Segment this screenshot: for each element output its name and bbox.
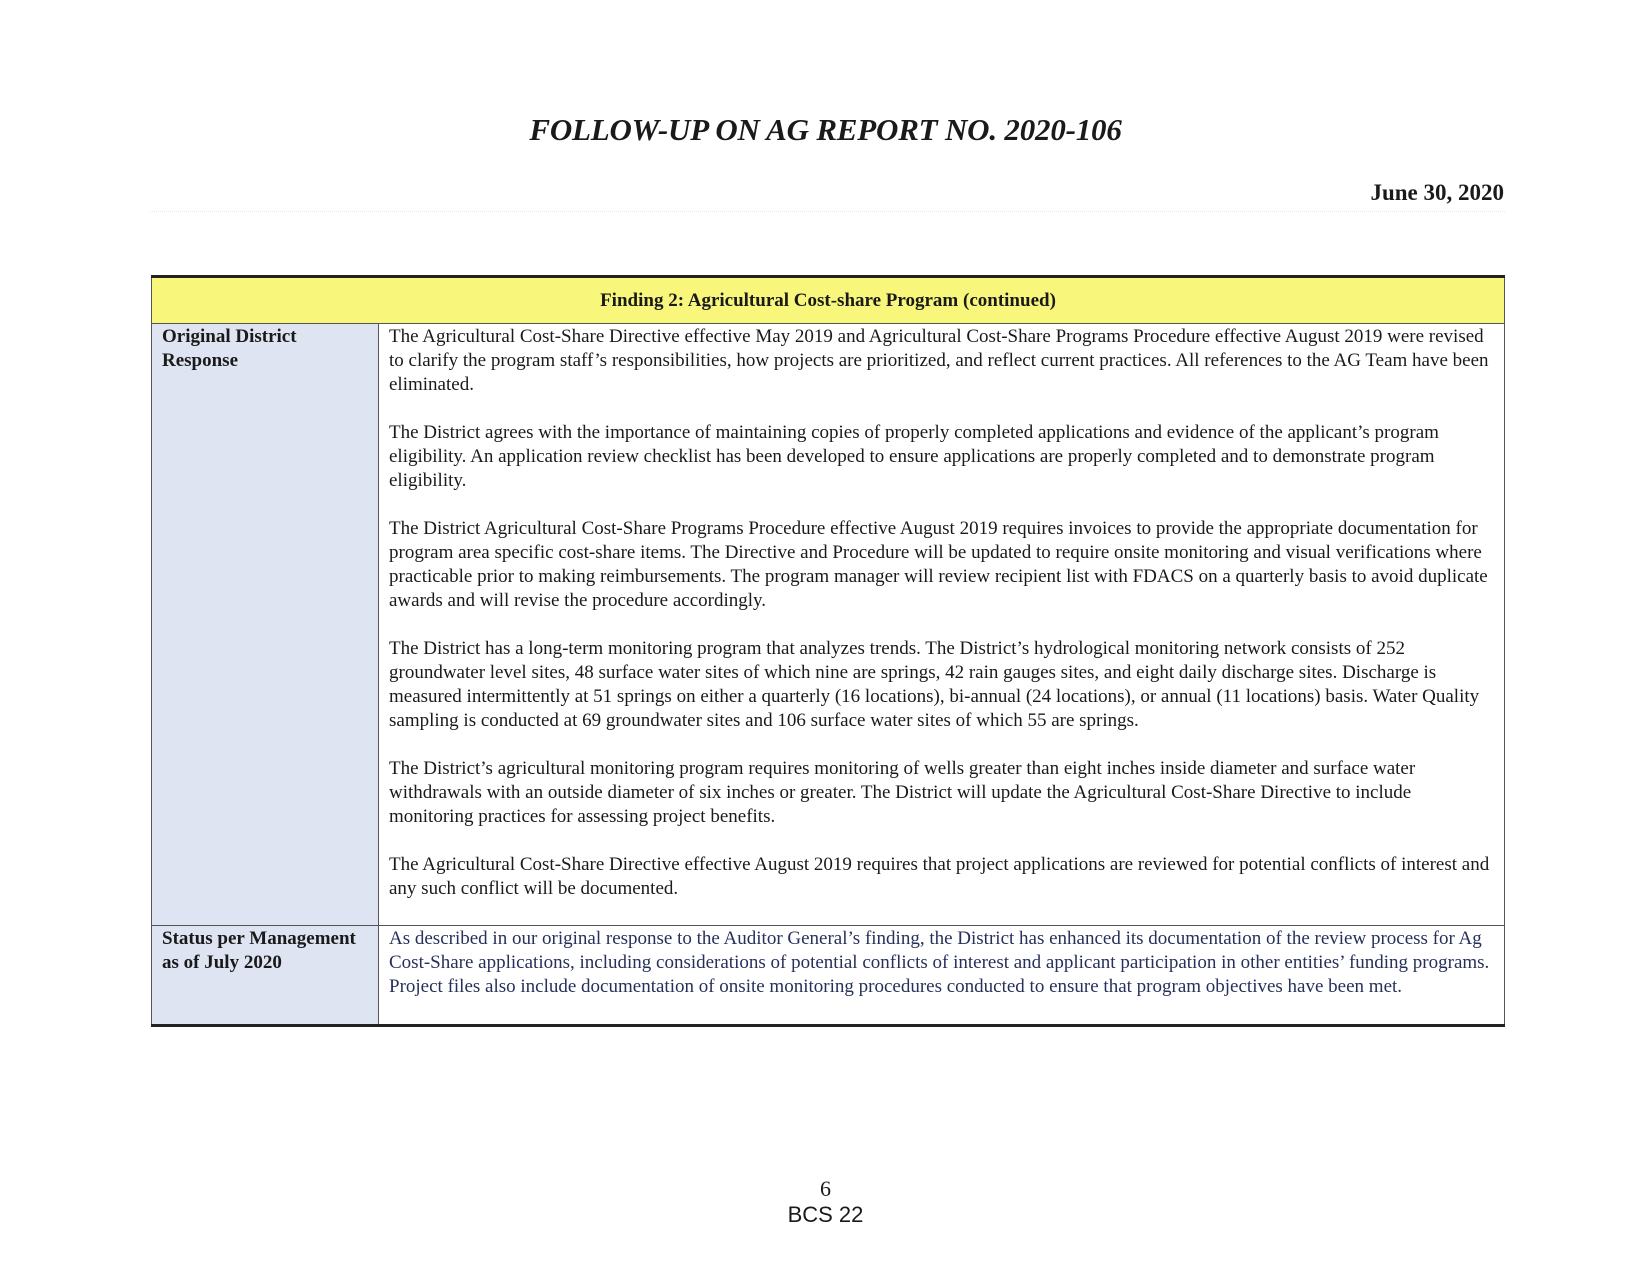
page-number: 6 [820, 1176, 831, 1201]
table-header-row [152, 277, 1505, 324]
report-date: June 30, 2020 [1370, 180, 1504, 205]
table-row [152, 324, 1505, 926]
table-row [152, 926, 1505, 1026]
response-paragraph: The District agrees with the importance of maintaining copies of properly completed applications and evidence of the applicant’s program eligibility. An application review checklist has been developed to ensure applications are properly completed and to demonstrate program eligibility. [389, 422, 1439, 491]
original-response-content [379, 324, 1505, 926]
response-paragraph: The Agricultural Cost-Share Directive effective May 2019 and Agricultural Cost-Share Programs Procedure effective August 2019 were revised to clarify the program staff’s responsibilities, how projects are prioritized, and reflect current practices. All references to the AG Team have been eliminated. [389, 326, 1489, 395]
response-paragraph: The District Agricultural Cost-Share Programs Procedure effective August 2019 requires invoices to provide the appropriate documentation for program area specific cost-share items. The Directive and Procedure will be updated to require onsite monitoring and visual verifications where practicable prior to making reimbursements. The program manager will review recipient list with FDACS on a quarterly basis to avoid duplicate awards and will revise the procedure accordingly. [389, 518, 1488, 611]
finding-heading: Finding 2: Agricultural Cost-share Program (continued) [152, 277, 1505, 324]
row-label-original-response: Original District Response [152, 324, 379, 926]
response-paragraph: The District has a long-term monitoring program that analyzes trends. The District’s hydrological monitoring network consists of 252 groundwater level sites, 48 surface water sites of which nine are springs, 42 rain gauges sites, and eight daily discharge sites. Discharge is measured intermittently at 51 springs on either a quarterly (16 locations), bi-annual (24 locations), or annual (11 locations) basis. Water Quality sampling is conducted at 69 groundwater sites and 106 surface water sites of which 55 are springs. [389, 638, 1480, 731]
document-title: FOLLOW-UP ON AG REPORT NO. 2020-106 [529, 112, 1122, 147]
header-divider [150, 211, 1505, 212]
response-paragraph: The Agricultural Cost-Share Directive effective August 2019 requires that project applications are reviewed for potential conflicts of interest and any such conflict will be documented. [389, 854, 1490, 899]
row-label-status: Status per Management as of July 2020 [152, 926, 379, 1026]
status-content [379, 926, 1505, 1026]
page-code: BCS 22 [787, 1202, 864, 1227]
status-paragraph: As described in our original response to the Auditor General’s finding, the District has enhanced its documentation of the review process for Ag Cost-Share applications, including considerations of potential conflicts of interest and applicant participation in other entities’ funding programs. Project files also include documentation of onsite monitoring procedures conducted to ensure that program objectives have been met. [389, 928, 1490, 997]
response-paragraph: The District’s agricultural monitoring program requires monitoring of wells greater than eight inches inside diameter and surface water withdrawals with an outside diameter of six inches or greater. The District will update the Agricultural Cost-Share Directive to include monitoring practices for assessing project benefits. [389, 758, 1416, 827]
finding-table [151, 275, 1505, 1027]
